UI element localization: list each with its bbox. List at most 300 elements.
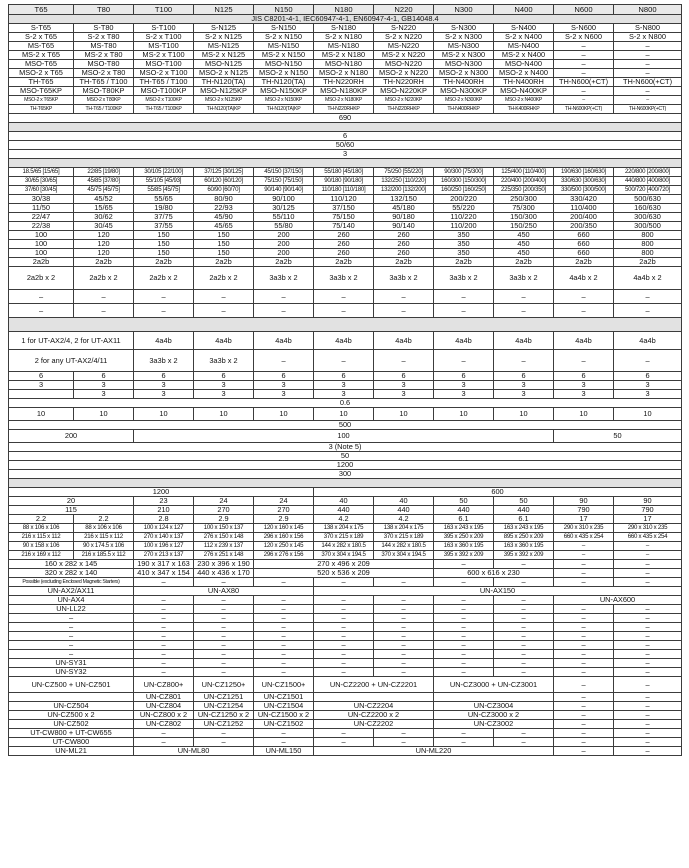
table-cell: MS-N180 xyxy=(314,42,374,51)
table-cell: 230 x 396 x 190 xyxy=(194,560,254,569)
table-cell: 100 xyxy=(9,231,74,240)
table-row xyxy=(9,258,682,267)
table-row xyxy=(9,641,682,650)
table-cell: 395 x 392 x 209 xyxy=(434,551,494,560)
table-cell: 50 xyxy=(494,497,554,506)
table-cell: 40 xyxy=(314,497,374,506)
table-cell: 3 xyxy=(554,390,614,399)
table-row xyxy=(9,470,682,479)
table-cell: – xyxy=(494,623,554,632)
table-cell: 2a2b xyxy=(494,258,554,267)
table-cell: 144 x 282 x 180.5 xyxy=(374,542,434,551)
table-cell: 4a4b xyxy=(254,332,314,350)
table-cell: MSO-N400KP xyxy=(494,87,554,96)
table-cell: – xyxy=(434,650,494,659)
table-cell: – xyxy=(254,729,314,738)
table-cell: – xyxy=(134,623,194,632)
table-cell: 260 xyxy=(374,240,434,249)
table-cell: – xyxy=(314,605,374,614)
table-row xyxy=(9,213,682,222)
table-cell: – xyxy=(314,578,374,587)
table-row xyxy=(9,15,682,24)
table-cell: 22/47 xyxy=(9,213,74,222)
table-cell: UN-CZ1250+ xyxy=(194,677,254,693)
table-cell: MS-N400 xyxy=(494,42,554,51)
table-cell: 115 xyxy=(9,506,134,515)
table-cell: MSO-T80KP xyxy=(74,87,134,96)
table-cell: 600 x 616 x 230 xyxy=(434,569,554,578)
table-cell: – xyxy=(9,304,74,318)
table-cell: 200 xyxy=(254,249,314,258)
table-cell: UN-CZ1500 x 2 xyxy=(254,711,314,720)
table-cell: – xyxy=(554,720,614,729)
table-cell: – xyxy=(254,290,314,304)
table-cell: 90/140 xyxy=(374,222,434,231)
table-cell: – xyxy=(9,623,134,632)
table-cell: – xyxy=(494,560,554,569)
table-cell: – xyxy=(614,650,682,659)
table-cell: 75/150 [75/150] xyxy=(254,177,314,186)
table-cell: 3 xyxy=(314,381,374,390)
table-cell: 225/350 [200/350] xyxy=(494,186,554,195)
table-row xyxy=(9,267,682,290)
table-cell: – xyxy=(194,641,254,650)
table-cell: – xyxy=(134,578,194,587)
table-row xyxy=(9,551,682,560)
table-cell: 80/90 xyxy=(194,195,254,204)
table-cell: – xyxy=(194,578,254,587)
table-row xyxy=(9,24,682,33)
table-cell: 450 xyxy=(494,240,554,249)
table-cell: 350 xyxy=(434,231,494,240)
table-cell: 50 xyxy=(554,430,682,443)
table-cell: 6 xyxy=(614,372,682,381)
table-cell: UN-ML21 xyxy=(9,747,134,756)
table-row xyxy=(9,421,682,430)
table-cell: MS-T80 xyxy=(74,42,134,51)
table-cell: – xyxy=(494,578,554,587)
table-cell: MSO-T80 xyxy=(74,60,134,69)
table-cell: 6 xyxy=(134,372,194,381)
table-cell: – xyxy=(494,729,554,738)
table-row xyxy=(9,605,682,614)
table-cell: 90 x 158 x 106 xyxy=(9,542,74,551)
table-cell: – xyxy=(554,641,614,650)
table-cell: 3 xyxy=(494,390,554,399)
table-cell: MS-N150 xyxy=(254,42,314,51)
table-cell: 3 xyxy=(614,390,682,399)
table-cell: 132/200 [132/200] xyxy=(374,186,434,195)
table-cell: MSO-2 x N125 xyxy=(194,69,254,78)
table-cell: 55/85 [45/75] xyxy=(134,186,194,195)
table-cell: 2a2b xyxy=(374,258,434,267)
table-cell: 4.2 xyxy=(314,515,374,524)
table-cell: MSO-2 x T100 xyxy=(134,69,194,78)
table-cell: 100 xyxy=(9,249,74,258)
table-row xyxy=(9,578,682,587)
table-cell: – xyxy=(254,738,314,747)
table-cell: 260 xyxy=(314,240,374,249)
table-cell: UN-CZ3000 x 2 xyxy=(434,711,554,720)
table-cell: 3 xyxy=(9,150,682,159)
table-cell: S-T100 xyxy=(134,24,194,33)
table-cell: – xyxy=(134,668,194,677)
table-row xyxy=(9,497,682,506)
table-row xyxy=(9,332,682,350)
table-row xyxy=(9,408,682,421)
table-cell: – xyxy=(254,641,314,650)
table-cell: MS-N125 xyxy=(194,42,254,51)
table-cell: 200 xyxy=(254,240,314,249)
table-cell: 120 xyxy=(74,249,134,258)
table-cell: MSO-2 x T100KP xyxy=(134,96,194,105)
table-cell: – xyxy=(374,659,434,668)
table-row xyxy=(9,738,682,747)
table-cell: – xyxy=(254,623,314,632)
table-cell: 10 xyxy=(74,408,134,421)
spec-table xyxy=(8,4,682,756)
table-cell: – xyxy=(494,304,554,318)
table-cell: 270 xyxy=(254,506,314,515)
table-cell xyxy=(9,123,682,132)
table-cell: 160/630 xyxy=(614,204,682,213)
table-cell: 200/400 xyxy=(554,213,614,222)
table-row xyxy=(9,515,682,524)
table-cell: 6 xyxy=(9,372,74,381)
table-cell: – xyxy=(614,693,682,702)
table-cell: S-2 x N400 xyxy=(494,33,554,42)
table-cell: 690 xyxy=(9,114,682,123)
table-cell: UN-CZ3002 xyxy=(434,720,554,729)
table-cell: 144 x 282 x 180.5 xyxy=(314,542,374,551)
table-cell: JIS C8201-4-1, IEC60947-4-1, EN60947-4-1, GB14048.4 xyxy=(9,15,682,24)
table-cell: 800 xyxy=(614,231,682,240)
table-cell: – xyxy=(194,738,254,747)
table-cell: 90/300 [75/300] xyxy=(434,168,494,177)
table-cell: S-2 x N220 xyxy=(374,33,434,42)
table-cell: 4a4b xyxy=(494,332,554,350)
table-cell: 132/250 [110/220] xyxy=(374,177,434,186)
table-cell: 200/220 xyxy=(434,195,494,204)
table-cell: – xyxy=(254,596,314,605)
table-cell: TH-T65 / T100 xyxy=(134,78,194,87)
table-row xyxy=(9,42,682,51)
table-cell: 90/140 [90/140] xyxy=(254,186,314,195)
table-cell: – xyxy=(434,641,494,650)
table-cell: 150 xyxy=(194,240,254,249)
table-cell: – xyxy=(9,632,134,641)
table-cell: – xyxy=(614,623,682,632)
table-cell: 150 xyxy=(194,249,254,258)
table-cell: 450 xyxy=(494,249,554,258)
table-cell: – xyxy=(194,729,254,738)
table-cell: 37/55 xyxy=(134,222,194,231)
table-cell: – xyxy=(614,87,682,96)
table-cell: 450 xyxy=(494,231,554,240)
table-cell: – xyxy=(434,560,494,569)
table-cell: 75/150 xyxy=(314,213,374,222)
table-cell: MSO-N300KP xyxy=(434,87,494,96)
table-cell: 2a2b xyxy=(134,258,194,267)
table-cell: – xyxy=(434,632,494,641)
table-cell: – xyxy=(614,605,682,614)
table-cell: 276 x 251 x 148 xyxy=(194,551,254,560)
table-cell: 440 xyxy=(434,506,494,515)
table-row xyxy=(9,542,682,551)
table-cell: UN-CZ1501 xyxy=(254,693,314,702)
table-cell: UN-CZ504 xyxy=(9,702,134,711)
table-cell: – xyxy=(434,596,494,605)
table-cell: UN-CZ500 x 2 xyxy=(9,711,134,720)
table-cell: – xyxy=(194,605,254,614)
table-cell: 200 xyxy=(254,231,314,240)
table-cell: TH-N220RHKP xyxy=(374,105,434,114)
table-cell: 260 xyxy=(314,249,374,258)
table-cell: 6 xyxy=(434,372,494,381)
table-cell: 2a2b xyxy=(74,258,134,267)
table-cell: S-2 x N150 xyxy=(254,33,314,42)
table-cell: 24 xyxy=(254,497,314,506)
table-cell: 112 x 239 x 137 xyxy=(194,542,254,551)
table-cell: – xyxy=(374,614,434,623)
table-cell: 3 (Note 5) xyxy=(9,443,682,452)
table-row xyxy=(9,150,682,159)
table-row xyxy=(9,123,682,132)
table-cell: – xyxy=(494,350,554,372)
table-cell: – xyxy=(554,51,614,60)
table-cell: 20 xyxy=(9,497,134,506)
table-cell: 110/220 xyxy=(434,213,494,222)
table-cell: 276 x 150 x 148 xyxy=(194,533,254,542)
table-cell: – xyxy=(134,605,194,614)
table-cell: TH-T65 xyxy=(9,78,74,87)
table-cell: 10 xyxy=(254,408,314,421)
table-cell: 6 xyxy=(194,372,254,381)
table-cell: – xyxy=(554,747,614,756)
table-cell: TH-N600KP(+CT) xyxy=(554,105,614,114)
table-row xyxy=(9,668,682,677)
table-cell: – xyxy=(494,738,554,747)
table-cell: 2 for any UT-AX2/4/11 xyxy=(9,350,134,372)
table-cell: 260 xyxy=(374,249,434,258)
table-cell: MSO-2 x N220KP xyxy=(374,96,434,105)
table-cell: 17 xyxy=(614,515,682,524)
table-cell: 37/75 xyxy=(134,213,194,222)
table-cell: S-2 x N800 xyxy=(614,33,682,42)
table-cell: MSO-N150 xyxy=(254,60,314,69)
table-cell: S-2 x N300 xyxy=(434,33,494,42)
table-cell: 100 xyxy=(9,240,74,249)
table-cell: 200/350 xyxy=(554,222,614,231)
table-cell xyxy=(434,693,554,702)
table-cell: 660 x 435 x 254 xyxy=(614,533,682,542)
table-cell: S-2 x N600 xyxy=(554,33,614,42)
table-cell: – xyxy=(554,560,614,569)
table-cell: 790 xyxy=(554,506,614,515)
table-cell: 10 xyxy=(614,408,682,421)
table-cell: MSO-2 x N300KP xyxy=(434,96,494,105)
table-cell: MSO-N150KP xyxy=(254,87,314,96)
table-cell: – xyxy=(314,290,374,304)
table-cell: 30/125 xyxy=(254,204,314,213)
table-cell: 4a4b xyxy=(134,332,194,350)
table-cell: MSO-2 x N150KP xyxy=(254,96,314,105)
table-cell: – xyxy=(434,729,494,738)
table-cell: 110/180 [110/180] xyxy=(314,186,374,195)
table-cell: 210 xyxy=(134,506,194,515)
table-cell: 10 xyxy=(314,408,374,421)
table-cell: 6 xyxy=(554,372,614,381)
table-cell: S-2 x T80 xyxy=(74,33,134,42)
table-cell xyxy=(9,159,682,168)
table-cell: – xyxy=(314,659,374,668)
table-cell: 6.1 xyxy=(434,515,494,524)
table-row xyxy=(9,461,682,470)
table-cell: 3 xyxy=(194,381,254,390)
header-t80: T80 xyxy=(74,5,134,15)
table-cell: UN-CZ1504 xyxy=(254,702,314,711)
table-cell: – xyxy=(614,51,682,60)
table-cell: 10 xyxy=(374,408,434,421)
table-cell: – xyxy=(554,69,614,78)
table-cell: 55/105 [45/93] xyxy=(134,177,194,186)
table-cell: 895 x 250 x 209 xyxy=(494,533,554,542)
table-cell: 500/720 [400/720] xyxy=(614,186,682,195)
table-cell: 90/180 xyxy=(374,213,434,222)
table-cell: MSO-2 x N125KP xyxy=(194,96,254,105)
table-cell: S-N180 xyxy=(314,24,374,33)
header-n600: N600 xyxy=(554,5,614,15)
header-t65: T65 xyxy=(9,5,74,15)
table-cell: 55/65 xyxy=(134,195,194,204)
table-cell: – xyxy=(9,641,134,650)
table-cell: – xyxy=(434,623,494,632)
table-cell: 270 x 496 x 209 xyxy=(254,560,434,569)
table-cell: 150 xyxy=(134,240,194,249)
table-cell: 3 xyxy=(74,390,134,399)
table-cell: – xyxy=(9,290,74,304)
table-cell: TH-T65KP xyxy=(9,105,74,114)
table-cell: 2a2b x 2 xyxy=(74,267,134,290)
table-cell: MSO-N180 xyxy=(314,60,374,69)
table-cell: MSO-T100 xyxy=(134,60,194,69)
table-cell: MSO-2 x T65 xyxy=(9,69,74,78)
table-cell: 50/60 xyxy=(9,141,682,150)
header-n180: N180 xyxy=(314,5,374,15)
table-cell: 6 xyxy=(9,132,682,141)
table-cell: – xyxy=(614,96,682,105)
table-cell: 40 xyxy=(374,497,434,506)
table-cell: – xyxy=(494,290,554,304)
table-cell: 216 x 115 x 112 xyxy=(74,533,134,542)
table-cell: – xyxy=(374,632,434,641)
table-cell: – xyxy=(9,650,134,659)
table-cell: TH-N400RHKP xyxy=(434,105,494,114)
table-cell: TH-N120(TA) xyxy=(194,78,254,87)
table-cell: UN-CZ1251 xyxy=(194,693,254,702)
table-cell: 120 xyxy=(74,231,134,240)
table-cell: – xyxy=(314,623,374,632)
table-row xyxy=(9,587,682,596)
table-cell: MSO-2 x T65KP xyxy=(9,96,74,105)
table-cell: – xyxy=(134,641,194,650)
table-cell: 132/150 xyxy=(374,195,434,204)
table-cell: – xyxy=(374,650,434,659)
table-cell: UN-CZ1500+ xyxy=(254,677,314,693)
table-cell: 260 xyxy=(314,231,374,240)
table-cell: MS-2 x N180 xyxy=(314,51,374,60)
table-row xyxy=(9,304,682,318)
table-cell: 660 xyxy=(554,240,614,249)
header-n220: N220 xyxy=(374,5,434,15)
table-cell: – xyxy=(254,614,314,623)
table-cell: – xyxy=(134,304,194,318)
header-n125: N125 xyxy=(194,5,254,15)
table-cell: S-N150 xyxy=(254,24,314,33)
table-cell: 2a2b x 2 xyxy=(134,267,194,290)
table-row xyxy=(9,632,682,641)
table-row xyxy=(9,650,682,659)
table-cell: 18.5/65 [15/65] xyxy=(9,168,74,177)
table-cell: – xyxy=(194,596,254,605)
table-cell: – xyxy=(614,578,682,587)
table-row xyxy=(9,659,682,668)
table-cell: UN-CZ502 xyxy=(9,720,134,729)
table-cell: 3a3b x 2 xyxy=(494,267,554,290)
table-cell: TH-N400RH xyxy=(434,78,494,87)
table-cell: MS-2 x N150 xyxy=(254,51,314,60)
table-cell: 220/400 [200/400] xyxy=(494,177,554,186)
table-cell: 110/200 xyxy=(434,222,494,231)
table-cell: – xyxy=(434,578,494,587)
table-cell: MSO-N300 xyxy=(434,60,494,69)
table-cell: – xyxy=(134,614,194,623)
table-cell: UN-AX4 xyxy=(9,596,134,605)
table-row xyxy=(9,720,682,729)
table-cell: MS-2 x N125 xyxy=(194,51,254,60)
table-cell: 440 xyxy=(314,506,374,515)
table-row xyxy=(9,524,682,533)
table-cell: TH-N120(TA)KP xyxy=(254,105,314,114)
table-cell: 150/300 xyxy=(494,213,554,222)
table-cell: – xyxy=(614,69,682,78)
table-cell: 4.2 xyxy=(374,515,434,524)
table-cell: 90 xyxy=(614,497,682,506)
table-cell: 15/65 xyxy=(74,204,134,213)
header-n800: N800 xyxy=(614,5,682,15)
table-cell: 4a4b xyxy=(434,332,494,350)
table-cell: 3a3b x 2 xyxy=(434,267,494,290)
table-row xyxy=(9,623,682,632)
table-cell: 110/120 xyxy=(314,195,374,204)
table-cell: – xyxy=(554,614,614,623)
table-cell: 6.1 xyxy=(494,515,554,524)
table-cell: 790 xyxy=(614,506,682,515)
table-cell: 2a2b xyxy=(614,258,682,267)
header-t100: T100 xyxy=(134,5,194,15)
table-cell: MS-2 x N400 xyxy=(494,51,554,60)
table-cell: 22/38 xyxy=(9,222,74,231)
table-cell: 410 x 347 x 154 xyxy=(134,569,194,578)
table-cell: – xyxy=(554,677,614,693)
table-cell: 45/90 xyxy=(194,213,254,222)
table-row xyxy=(9,231,682,240)
table-cell: S-N220 xyxy=(374,24,434,33)
table-row xyxy=(9,186,682,195)
table-cell: – xyxy=(74,304,134,318)
table-cell: 163 x 360 x 195 xyxy=(434,542,494,551)
table-cell: 216 x 169 x 112 xyxy=(9,551,74,560)
